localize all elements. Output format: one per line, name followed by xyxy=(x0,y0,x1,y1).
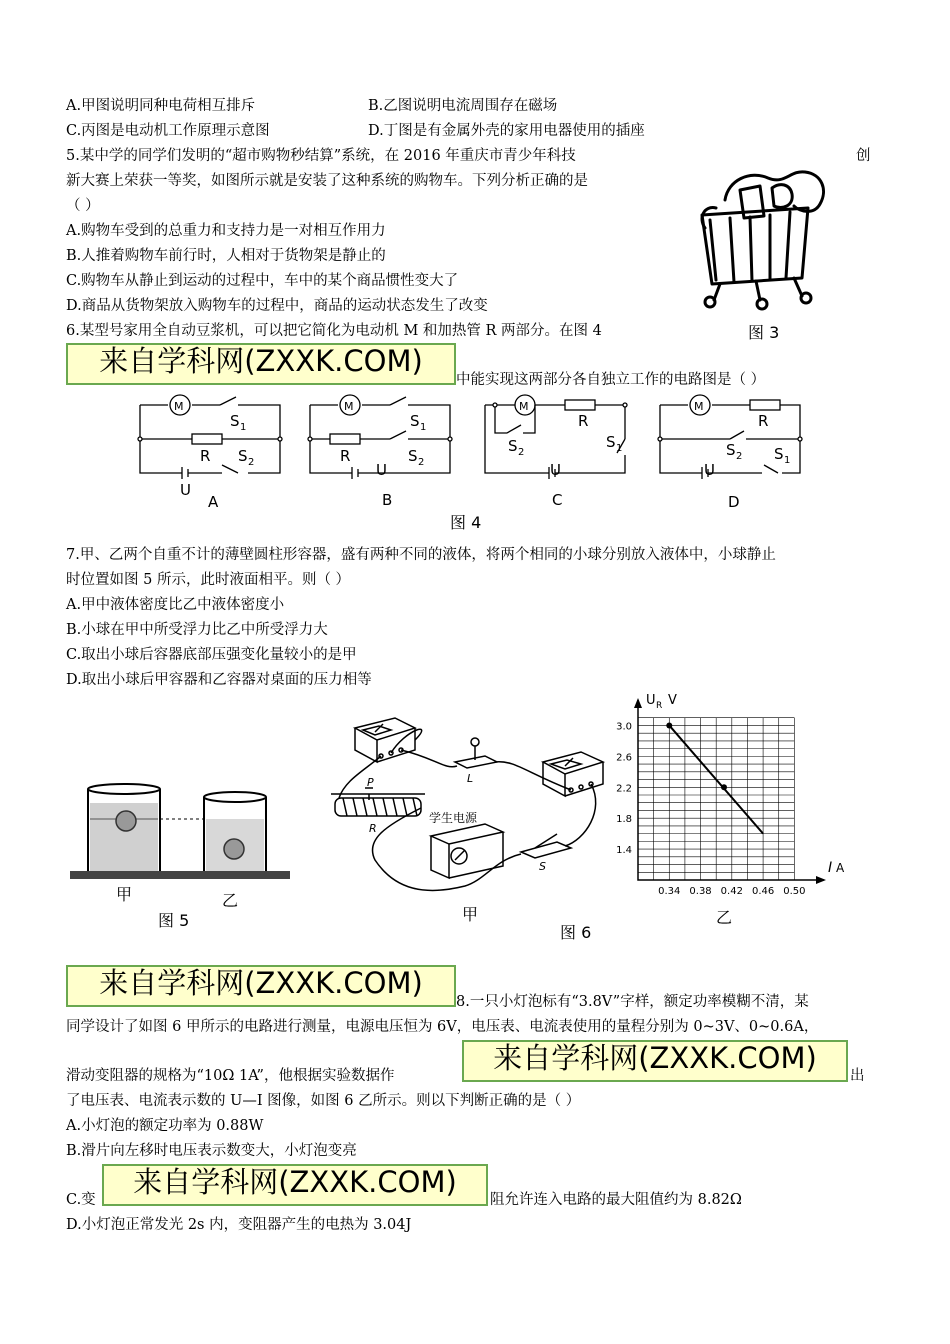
q8-option-c-start: C.变 xyxy=(66,1192,96,1208)
switch xyxy=(521,834,571,858)
label-s-a1: S xyxy=(230,412,240,430)
q5-stem-line3: （ ） xyxy=(66,198,100,214)
x-tick-label: 0.42 xyxy=(720,886,743,897)
figure-3-caption: 图 3 xyxy=(748,323,780,342)
label-s-d1: S xyxy=(774,445,784,463)
q8-option-c-end: 阻允许连入电路的最大阻值约为 8.82Ω xyxy=(490,1192,742,1208)
label-s-a2: S xyxy=(238,447,248,465)
data-point xyxy=(721,784,727,790)
y-tick-label: 1.8 xyxy=(616,814,632,826)
figure-6-label-yi: 乙 xyxy=(716,908,733,927)
q6-stem-line1: 6.某型号家用全自动豆浆机，可以把它简化为电动机 M 和加热管 R 两部分。在图 4 xyxy=(66,323,602,339)
label-c: C xyxy=(552,491,563,509)
y-tick-label: 2.2 xyxy=(616,783,632,795)
figure-3-shopping-cart xyxy=(690,160,840,310)
x-tick-label: 0.38 xyxy=(689,886,712,897)
figure-6-caption: 图 6 xyxy=(560,923,592,942)
q5-stem-line2: 新大赛上荣获一等奖，如图所示就是安装了这种系统的购物车。下列分析正确的是 xyxy=(66,173,588,189)
watermark-banner: 来自学科网(ZXXK.COM) xyxy=(462,1040,848,1082)
label-r-a: R xyxy=(200,447,211,465)
chart-data-layer xyxy=(666,722,763,833)
figure-4-circuits xyxy=(130,395,820,515)
q5-option-c: C.购物车从静止到运动的过程中，车中的某个商品惯性变大了 xyxy=(66,273,459,289)
power-supply-label: 学生电源 xyxy=(429,811,478,825)
chart-ticks xyxy=(616,721,805,897)
motor-label-a: M xyxy=(174,400,184,413)
x-axis-unit: A xyxy=(836,861,845,875)
q8-stem-line3-start: 滑动变阻器的规格为“10Ω 1A”，他根据实验数据作 xyxy=(66,1068,395,1084)
q6-stem-line2: 中能实现这两部分各自独立工作的电路图是（ ） xyxy=(456,372,766,388)
circuit-a xyxy=(140,395,280,479)
figure-5-label-yi: 乙 xyxy=(222,891,239,910)
watermark-banner: 来自学科网(ZXXK.COM) xyxy=(66,343,456,385)
q7-option-d: D.取出小球后甲容器和乙容器对桌面的压力相等 xyxy=(66,672,372,688)
y-tick-label: 2.6 xyxy=(616,752,632,764)
q5-option-b: B.人推着购物车前行时，人相对于货物架是静止的 xyxy=(66,248,386,264)
data-point xyxy=(666,722,672,728)
q4-option-d: D.丁图是有金属外壳的家用电器使用的插座 xyxy=(368,123,645,139)
figure-5-containers xyxy=(70,775,290,885)
label-s-a1-sub: 1 xyxy=(240,422,247,433)
power-supply xyxy=(431,824,503,878)
watermark-banner: 来自学科网(ZXXK.COM) xyxy=(66,965,456,1007)
watermark-banner: 来自学科网(ZXXK.COM) xyxy=(102,1164,488,1206)
label-l: L xyxy=(467,772,474,785)
q7-stem-line1: 7.甲、乙两个自重不计的薄壁圆柱形容器，盛有两种不同的液体，将两个相同的小球分别放入液体中，小球静止 xyxy=(66,547,776,563)
q7-option-b: B.小球在甲中所受浮力比乙中所受浮力大 xyxy=(66,622,328,638)
motor-label-d: M xyxy=(694,400,704,413)
y-tick-label: 3.0 xyxy=(616,721,632,733)
label-s-c2-sub: 2 xyxy=(518,447,525,458)
figure-6-setup xyxy=(325,710,625,900)
label-r-c: R xyxy=(578,412,589,430)
label-p: P xyxy=(367,776,374,789)
label-s-c1: S xyxy=(606,433,616,451)
figure-4-caption: 图 4 xyxy=(450,513,482,532)
label-r-b: R xyxy=(340,447,351,465)
x-axis-label: I xyxy=(828,860,833,876)
y-axis-label: U xyxy=(646,693,656,708)
label-u-d: U xyxy=(704,461,715,479)
rheostat xyxy=(331,788,425,816)
figure-5-label-jia: 甲 xyxy=(116,885,133,904)
q8-option-b: B.滑片向左移时电压表示数变大，小灯泡变亮 xyxy=(66,1143,357,1159)
label-s-d2-sub: 2 xyxy=(736,451,743,462)
label-s-b2: S xyxy=(408,447,418,465)
q8-stem-line1: 8.一只小灯泡标有“3.8V”字样，额定功率模糊不清，某 xyxy=(456,994,809,1010)
figure-6-ui-chart xyxy=(600,690,845,910)
label-s-b1: S xyxy=(410,412,420,430)
chart-axes xyxy=(634,698,826,884)
q8-option-a: A.小灯泡的额定功率为 0.88W xyxy=(66,1118,264,1134)
x-tick-label: 0.50 xyxy=(783,886,806,897)
q8-stem-line4: 了电压表、电流表示数的 U—I 图像，如图 6 乙所示。则以下判断正确的是（ ） xyxy=(66,1093,581,1109)
label-s-b2-sub: 2 xyxy=(418,457,425,468)
label-u-a: U xyxy=(180,481,191,499)
q7-option-a: A.甲中液体密度比乙中液体密度小 xyxy=(66,597,285,613)
label-a: A xyxy=(208,493,219,511)
motor-label-c: M xyxy=(519,400,529,413)
label-r-d: R xyxy=(758,412,769,430)
label-d: D xyxy=(728,493,740,511)
q5-stem-line1-end: 创 xyxy=(856,148,871,164)
y-axis-label-sub: R xyxy=(656,701,663,711)
label-s-a2-sub: 2 xyxy=(248,457,255,468)
x-tick-label: 0.34 xyxy=(658,886,681,897)
label-s-c1-sub: 1 xyxy=(616,443,623,454)
y-axis-unit: V xyxy=(668,693,677,708)
q8-stem-line2: 同学设计了如图 6 甲所示的电路进行测量，电源电压恒为 6V，电压表、电流表使用的量程分别为 0~3V、0~0.6A， xyxy=(66,1019,819,1035)
figure-6-label-jia: 甲 xyxy=(462,905,479,924)
lamp xyxy=(455,738,497,768)
label-r: R xyxy=(369,822,377,835)
q4-option-a: A.甲图说明同种电荷相互排斥 xyxy=(66,98,256,114)
motor-label-b: M xyxy=(344,400,354,413)
q5-option-d: D.商品从货物架放入购物车的过程中，商品的运动状态发生了改变 xyxy=(66,298,488,314)
label-s-d1-sub: 1 xyxy=(784,455,791,466)
q4-option-b: B.乙图说明电流周围存在磁场 xyxy=(368,98,558,114)
figure-5-caption: 图 5 xyxy=(158,911,190,930)
circuit-d xyxy=(660,395,800,479)
q7-stem-line2: 时位置如图 5 所示，此时液面相平。则（ ） xyxy=(66,572,351,588)
q8-option-d: D.小灯泡正常发光 2s 内，变阻器产生的电热为 3.04J xyxy=(66,1217,412,1233)
label-s-d2: S xyxy=(726,441,736,459)
q7-option-c: C.取出小球后容器底部压强变化量较小的是甲 xyxy=(66,647,357,663)
voltmeter xyxy=(355,718,415,762)
q5-option-a: A.购物车受到的总重力和支持力是一对相互作用力 xyxy=(66,223,386,239)
label-s-c2: S xyxy=(508,437,518,455)
label-s-b1-sub: 1 xyxy=(420,422,427,433)
label-s: S xyxy=(539,860,546,873)
q4-option-c: C.丙图是电动机工作原理示意图 xyxy=(66,123,270,139)
label-b: B xyxy=(382,491,393,509)
q5-stem-line1: 5.某中学的同学们发明的“超市购物秒结算”系统，在 2016 年重庆市青少年科技 xyxy=(66,148,576,164)
q8-stem-line3-end: 出 xyxy=(850,1068,865,1084)
label-u-b: U xyxy=(376,461,387,479)
chart-grid xyxy=(638,718,794,880)
label-u-c: U xyxy=(550,461,561,479)
x-tick-label: 0.46 xyxy=(751,886,775,897)
y-tick-label: 1.4 xyxy=(616,845,632,857)
